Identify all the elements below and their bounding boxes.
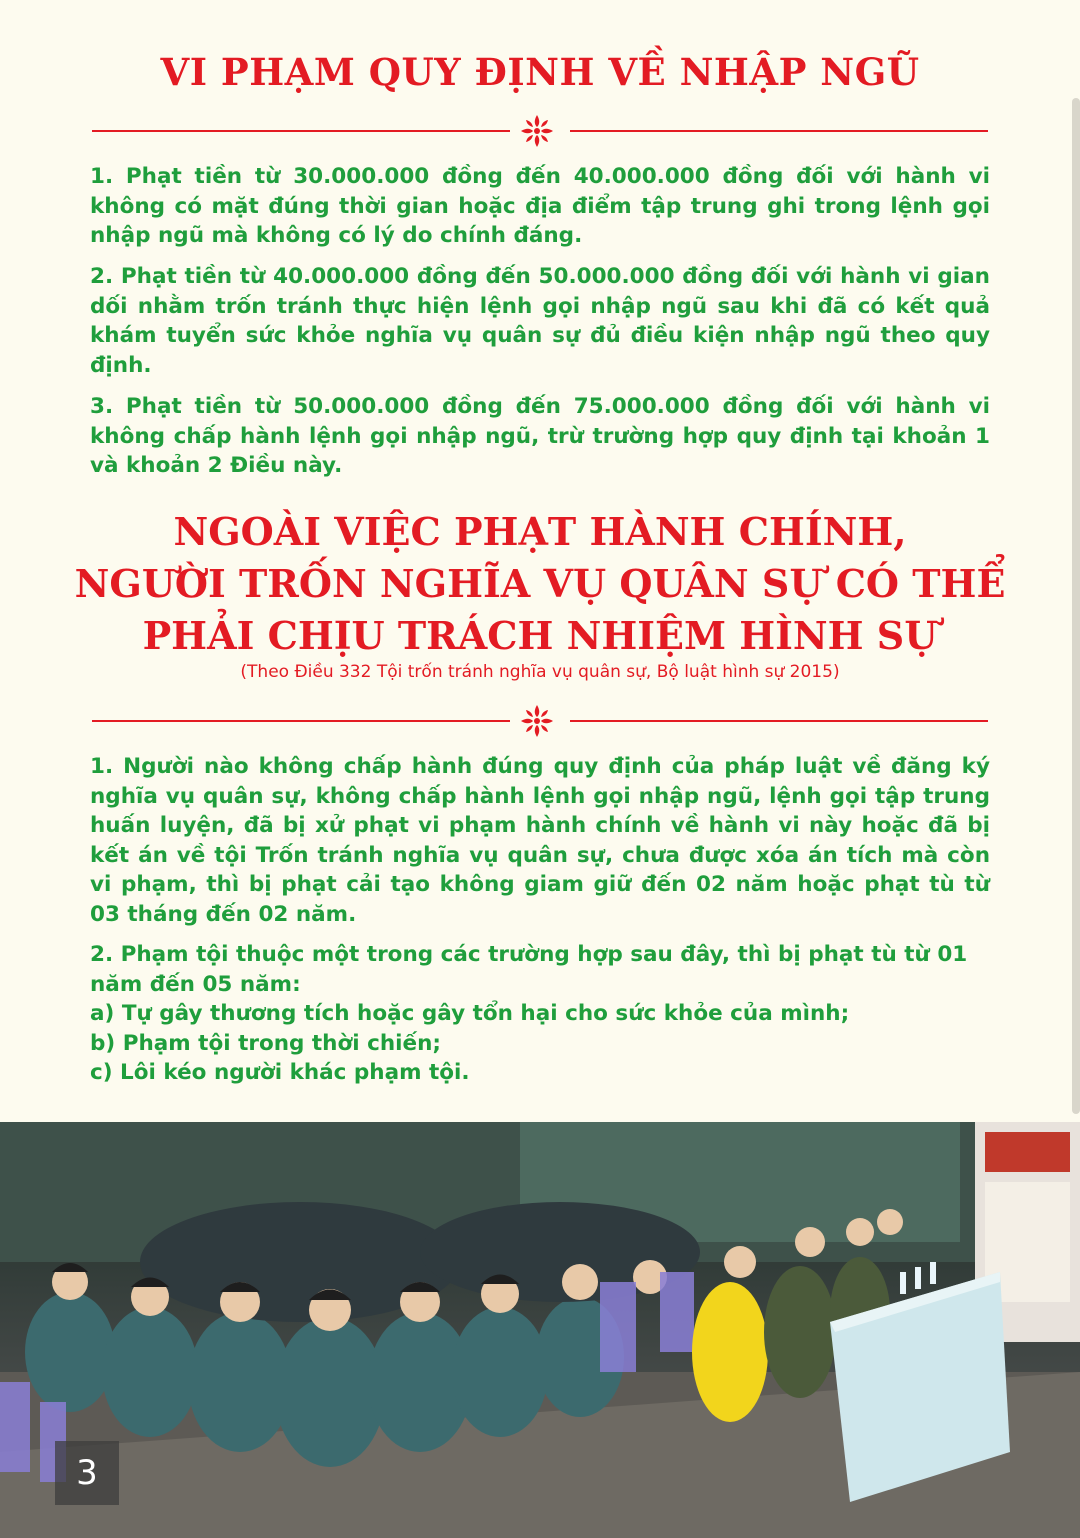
criminal-subitem: c) Lôi kéo người khác phạm tội. bbox=[90, 1060, 470, 1085]
criminal-item-2 bbox=[90, 940, 990, 1088]
penalty-item-3: 3. Phạt tiền từ 50.000.000 đồng đến 75.000.000 đồng đối với hành vi không chấp hành lệnh gọi nhập ngũ, trừ trường hợp quy định tại khoản 1 và khoản 2 Điều này. bbox=[90, 394, 990, 478]
section2-title-line: PHẢI CHỊU TRÁCH NHIỆM HÌNH SỰ bbox=[142, 613, 938, 658]
penalty-item-2: 2. Phạt tiền từ 40.000.000 đồng đến 50.000.000 đồng đối với hành vi gian dối nhằm trốn tránh thực hiện lệnh gọi nhập ngũ sau khi đã có kết quả khám tuyển sức khỏe nghĩa vụ quân sự đủ điều kiện nhập ngũ theo quy định. bbox=[90, 264, 990, 378]
criminal-item-1: 1. Người nào không chấp hành đúng quy định của pháp luật về đăng ký nghĩa vụ quân sự, không chấp hành lệnh gọi nhập ngũ, lệnh gọi tập trung huấn luyện, đã bị xử phạt vi phạm hành chính về hành vi này hoặc đã bị kết án về tội Trốn tránh nghĩa vụ quân sự, chưa được xóa án tích mà còn vi phạm, thì bị phạt cải tạo không giam giữ đến 02 năm hoặc phạt tù từ 03 tháng đến 02 năm. bbox=[90, 754, 990, 927]
criminal-subitem: b) Phạm tội trong thời chiến; bbox=[90, 1030, 442, 1056]
ornament-divider bbox=[92, 116, 988, 146]
ornament-icon bbox=[520, 704, 554, 738]
page-number: 3 bbox=[55, 1441, 119, 1505]
ornament-divider bbox=[92, 706, 988, 736]
section2-title-line: NGƯỜI TRỐN NGHĨA VỤ QUÂN SỰ CÓ THỂ bbox=[74, 561, 1006, 606]
ornament-icon bbox=[520, 114, 554, 148]
criminal-subitem: a) Tự gây thương tích hoặc gây tổn hại cho sức khỏe của mình; bbox=[90, 1001, 850, 1026]
event-photo bbox=[0, 1122, 1080, 1538]
event-photo-illustration bbox=[0, 1122, 1080, 1538]
section1-title: VI PHẠM QUY ĐỊNH VỀ NHẬP NGŨ bbox=[160, 50, 920, 94]
criminal-item-2-lead: 2. Phạm tội thuộc một trong các trường hợp sau đây, thì bị phạt tù từ 01 năm đến 05 năm: bbox=[90, 942, 968, 997]
legal-citation: (Theo Điều 332 Tội trốn tránh nghĩa vụ quân sự, Bộ luật hình sự 2015) bbox=[240, 662, 840, 682]
section2-title bbox=[0, 506, 1080, 662]
penalty-item-1: 1. Phạt tiền từ 30.000.000 đồng đến 40.000.000 đồng đối với hành vi không có mặt đúng thời gian hoặc địa điểm tập trung ghi trong lệnh gọi nhập ngũ mà không có lý do chính đáng. bbox=[90, 164, 990, 248]
section2-title-line: NGOÀI VIỆC PHẠT HÀNH CHÍNH, bbox=[173, 509, 907, 554]
